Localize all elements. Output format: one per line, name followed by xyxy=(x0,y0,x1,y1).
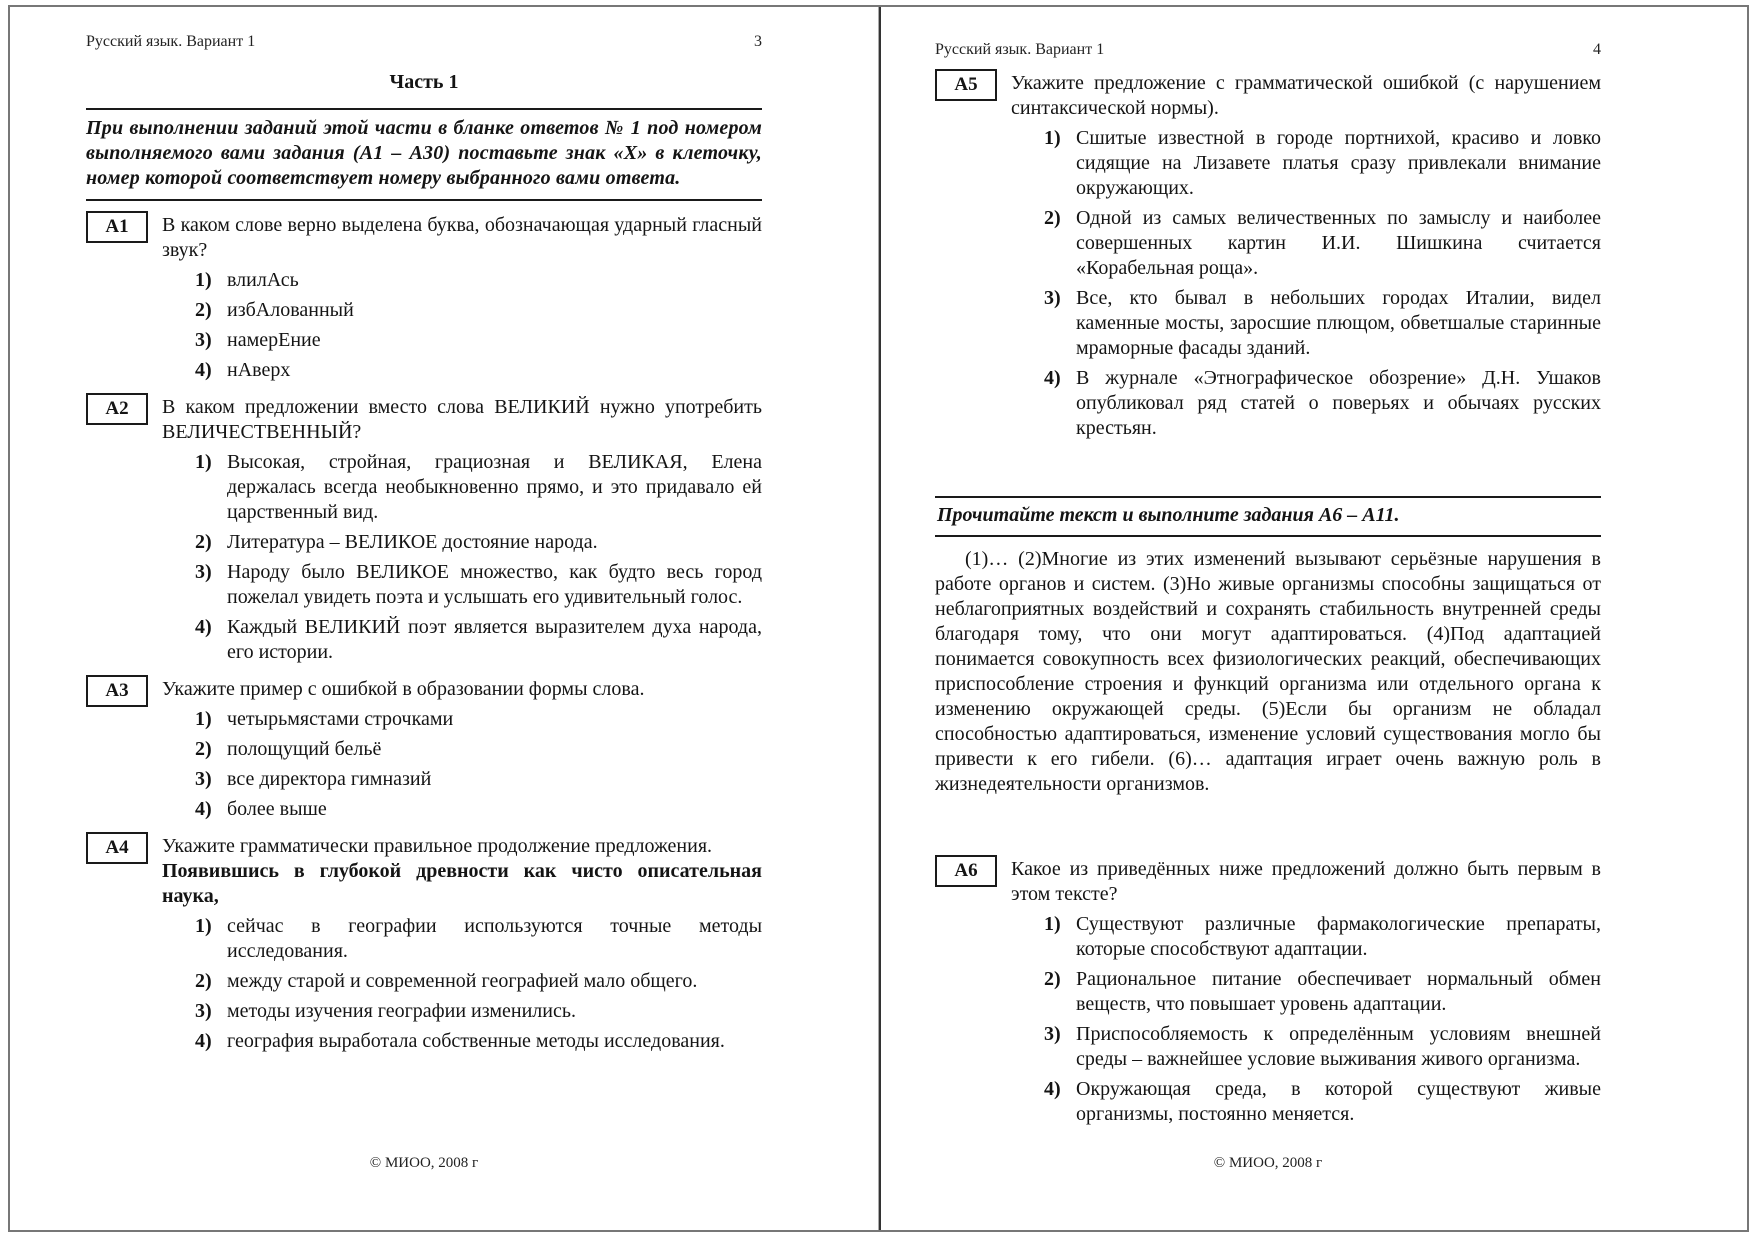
option-number: 4) xyxy=(1044,1078,1061,1100)
option-row xyxy=(195,767,762,792)
question-a2-options xyxy=(162,450,762,665)
question-a3 xyxy=(86,677,762,822)
option-text: намерЕние xyxy=(227,329,321,351)
option-text: Народу было ВЕЛИКОЕ множество, как будто весь город пожелал увидеть поэта и услышать его удивительный голос. xyxy=(227,561,762,608)
option-row xyxy=(195,560,762,610)
question-a6-options xyxy=(1011,912,1601,1127)
option-number: 2) xyxy=(1044,968,1061,990)
option-row xyxy=(1044,1077,1601,1127)
reading-section-heading: Прочитайте текст и выполните задания А6 – А11. xyxy=(935,496,1601,537)
question-a1-options xyxy=(162,268,762,383)
option-row xyxy=(1044,366,1601,441)
option-number: 1) xyxy=(1044,127,1061,149)
option-number: 4) xyxy=(195,359,212,381)
option-number: 3) xyxy=(195,329,212,351)
option-row xyxy=(1044,126,1601,201)
option-row xyxy=(195,969,762,994)
question-a4-label-box xyxy=(86,832,148,864)
option-number: 2) xyxy=(195,738,212,760)
question-a4-bold-lead: Появившись в глубокой древности как чисто описательная наука, xyxy=(162,860,762,907)
option-text: между старой и современной географией мало общего. xyxy=(227,970,698,992)
question-a6-body xyxy=(1011,857,1601,1127)
document-spread xyxy=(8,5,1749,1232)
option-number: 1) xyxy=(195,451,212,473)
option-text: Окружающая среда, в которой существуют живые организмы, постоянно меняется. xyxy=(1076,1078,1601,1125)
option-row xyxy=(1044,206,1601,281)
question-a6-label: А6 xyxy=(954,860,978,881)
option-number: 1) xyxy=(195,269,212,291)
document-title: Русский язык. Вариант 1 xyxy=(935,41,1105,58)
option-number: 3) xyxy=(195,768,212,790)
option-text: четырьмястами строчками xyxy=(227,708,454,730)
option-row xyxy=(195,615,762,665)
question-a4-options xyxy=(162,914,762,1054)
option-number: 2) xyxy=(1044,207,1061,229)
option-row xyxy=(195,450,762,525)
page-3 xyxy=(10,7,879,1230)
question-a6 xyxy=(935,857,1601,1127)
page-4 xyxy=(879,7,1747,1230)
option-row xyxy=(1044,912,1601,962)
question-a2-body xyxy=(162,395,762,665)
question-a3-body xyxy=(162,677,762,822)
option-number: 1) xyxy=(195,915,212,937)
option-row xyxy=(1044,286,1601,361)
question-a1-body xyxy=(162,213,762,383)
question-a3-options xyxy=(162,707,762,822)
option-text: сейчас в географии используются точные методы исследования. xyxy=(227,915,762,962)
option-row xyxy=(195,914,762,964)
page-3-footer: © МИОО, 2008 г xyxy=(369,1155,479,1171)
page-4-header xyxy=(935,41,1601,59)
question-a1-label: А1 xyxy=(105,216,129,237)
option-number: 2) xyxy=(195,531,212,553)
option-text: избАлованный xyxy=(227,299,354,321)
option-number: 4) xyxy=(195,616,212,638)
option-text: методы изучения географии изменились. xyxy=(227,1000,576,1022)
option-number: 4) xyxy=(1044,367,1061,389)
question-a5-text: Укажите предложение с грамматической ошибкой (с нарушением синтаксической нормы). xyxy=(1011,72,1601,119)
option-row xyxy=(195,328,762,353)
question-a2 xyxy=(86,395,762,665)
question-a2-text: В каком предложении вместо слова ВЕЛИКИЙ нужно употребить ВЕЛИЧЕСТВЕННЫЙ? xyxy=(162,396,762,443)
part-title: Часть 1 xyxy=(389,71,459,93)
option-number: 4) xyxy=(195,798,212,820)
option-text: Литература – ВЕЛИКОЕ достояние народа. xyxy=(227,531,598,553)
option-text: Все, кто бывал в небольших городах Италии, видел каменные мосты, заросшие плющом, обветшалые старинные мраморные фасады зданий. xyxy=(1076,287,1601,359)
option-row xyxy=(195,298,762,323)
question-a4-body xyxy=(162,834,762,1054)
option-number: 3) xyxy=(1044,287,1061,309)
option-row xyxy=(195,268,762,293)
question-a1-label-box xyxy=(86,211,148,243)
question-a3-label-box xyxy=(86,675,148,707)
option-number: 1) xyxy=(195,708,212,730)
option-row xyxy=(195,999,762,1024)
option-number: 2) xyxy=(195,299,212,321)
option-text: Рациональное питание обеспечивает нормальный обмен веществ, что повышает уровень адаптации. xyxy=(1076,968,1601,1015)
option-row xyxy=(195,737,762,762)
option-number: 1) xyxy=(1044,913,1061,935)
option-text: Приспособляемость к определённым условиям внешней среды – важнейшее условие выживания живого организма. xyxy=(1076,1023,1601,1070)
question-a3-label: А3 xyxy=(105,680,129,701)
option-number: 3) xyxy=(195,561,212,583)
option-number: 4) xyxy=(195,1030,212,1052)
question-a5 xyxy=(935,71,1601,441)
option-row xyxy=(195,530,762,555)
option-text: Каждый ВЕЛИКИЙ поэт является выразителем духа народа, его истории. xyxy=(227,616,762,663)
question-a5-options xyxy=(1011,126,1601,441)
page-number: 4 xyxy=(1593,41,1601,58)
option-row xyxy=(1044,1022,1601,1072)
option-text: влилАсь xyxy=(227,269,299,291)
reading-text: (1)… (2)Многие из этих изменений вызывают серьёзные нарушения в работе органов и систем. (3)Но живые организмы способны защищаться от неблагоприятных воздействий и сохранять стабильность внутренней среды благодаря тому, что они могут адаптироваться. (4)Под адаптацией понимается совокупность всех физиологических реакций, обеспечивающих приспособление строения и функций организма или отдельного органа к изменению окружающей среды. (5)Если бы организм не обладал способностью адаптироваться, изменение условий существования могло бы привести к его гибели. (6)… адаптация играет очень важную роль в жизнедеятельности организмов. xyxy=(935,548,1601,795)
option-text: В журнале «Этнографическое обозрение» Д.Н. Ушаков опубликовал ряд статей о поверьях и обычаях русских крестьян. xyxy=(1076,367,1601,439)
question-a2-label-box xyxy=(86,393,148,425)
page-4-footer: © МИОО, 2008 г xyxy=(1213,1155,1323,1171)
option-text: нАверх xyxy=(227,359,291,381)
option-row xyxy=(1044,967,1601,1017)
option-text: Одной из самых величественных по замыслу и наиболее совершенных картин И.И. Шишкина считается «Корабельная роща». xyxy=(1076,207,1601,279)
question-a3-text: Укажите пример с ошибкой в образовании формы слова. xyxy=(162,678,645,700)
option-number: 2) xyxy=(195,970,212,992)
option-text: Существуют различные фармакологические препараты, которые способствуют адаптации. xyxy=(1076,913,1601,960)
option-row xyxy=(195,1029,762,1054)
question-a1-text: В каком слове верно выделена буква, обозначающая ударный гласный звук? xyxy=(162,214,762,261)
page-3-header xyxy=(86,33,762,51)
page-number: 3 xyxy=(754,33,762,50)
option-row xyxy=(195,707,762,732)
question-a2-label: А2 xyxy=(105,398,129,419)
question-a4 xyxy=(86,834,762,1054)
option-text: более выше xyxy=(227,798,327,820)
question-a6-label-box xyxy=(935,855,997,887)
option-row xyxy=(195,358,762,383)
question-a5-body xyxy=(1011,71,1601,441)
option-text: все директора гимназий xyxy=(227,768,432,790)
question-a4-label: А4 xyxy=(105,837,129,858)
question-a4-text: Укажите грамматически правильное продолжение предложения. xyxy=(162,835,713,857)
option-text: Высокая, стройная, грациозная и ВЕЛИКАЯ, Елена держалась всегда необыкновенно прямо, и это придавало ей царственный вид. xyxy=(227,451,762,523)
option-row xyxy=(195,797,762,822)
option-number: 3) xyxy=(195,1000,212,1022)
option-text: Сшитые известной в городе портнихой, красиво и ловко сидящие на Лизавете платья сразу привлекали внимание окружающих. xyxy=(1076,127,1601,199)
question-a1 xyxy=(86,213,762,383)
question-a6-text: Какое из приведённых ниже предложений должно быть первым в этом тексте? xyxy=(1011,858,1601,905)
option-text: география выработала собственные методы исследования. xyxy=(227,1030,725,1052)
option-text: полощущий бельё xyxy=(227,738,382,760)
question-a5-label: А5 xyxy=(954,74,978,95)
option-number: 3) xyxy=(1044,1023,1061,1045)
document-title: Русский язык. Вариант 1 xyxy=(86,33,256,50)
question-a5-label-box xyxy=(935,69,997,101)
instruction-box: При выполнении заданий этой части в бланке ответов № 1 под номером выполняемого вами задания (А1 – А30) поставьте знак «Х» в клеточку, номер которой соответствует номеру выбранного вами ответа. xyxy=(86,108,762,201)
